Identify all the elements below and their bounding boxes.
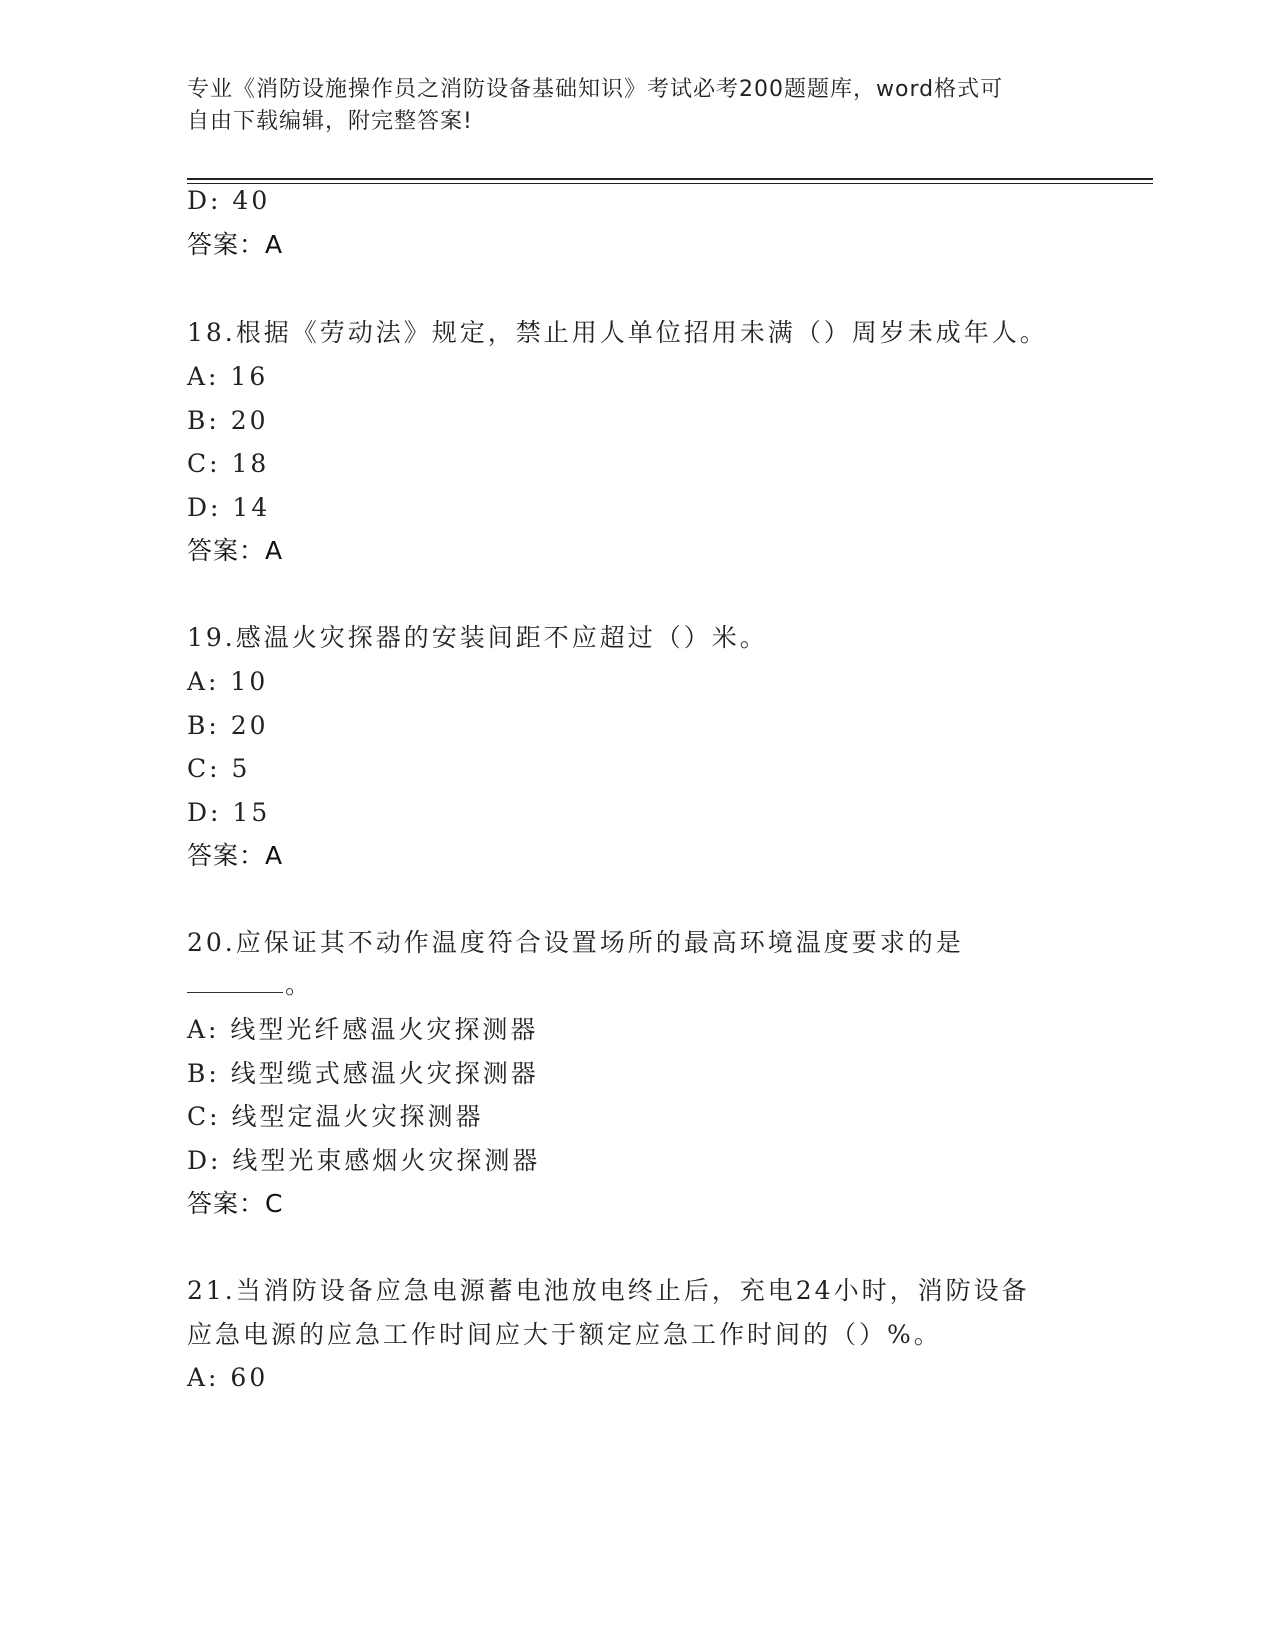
header-divider [187, 178, 1153, 180]
question-21-option-a: A: 60 [187, 1363, 269, 1392]
question-21-stem: 21.当消防设备应急电源蓄电池放电终止后，充电24小时，消防设备 [187, 1276, 1030, 1305]
question-20-stem: 20.应保证其不动作温度符合设置场所的最高环境温度要求的是 [187, 928, 964, 957]
question-18-option-c: C: 18 [187, 449, 270, 478]
question-18-answer: 答案：A [187, 536, 284, 565]
fill-in-blank [187, 992, 283, 993]
question-20-answer: 答案：C [187, 1189, 284, 1218]
header-title-line-2: 自由下载编辑，附完整答案! [187, 109, 473, 134]
option-d: D: 40 [187, 186, 271, 215]
question-18-option-d: D: 14 [187, 493, 271, 522]
question-19-option-c: C: 5 [187, 754, 251, 783]
question-19-answer: 答案：A [187, 841, 284, 870]
question-20-option-c: C: 线型定温火灾探测器 [187, 1102, 484, 1131]
question-20-stem-continued [187, 970, 313, 1000]
question-19-option-d: D: 15 [187, 798, 271, 827]
answer-label: 答案：A [187, 230, 284, 259]
question-18-option-a: A: 16 [187, 362, 269, 391]
question-21-stem-continued: 应急电源的应急工作时间应大于额定应急工作时间的（）%。 [187, 1320, 942, 1349]
question-19-option-b: B: 20 [187, 711, 269, 740]
question-20-stem-end: 。 [285, 970, 314, 999]
question-19-option-a: A: 10 [187, 667, 269, 696]
header-title-line-1: 专业《消防设施操作员之消防设备基础知识》考试必考200题题库，word格式可 [187, 77, 1004, 102]
question-18-option-b: B: 20 [187, 406, 269, 435]
question-20-option-d: D: 线型光束感烟火灾探测器 [187, 1146, 541, 1175]
question-20-option-a: A: 线型光纤感温火灾探测器 [187, 1015, 539, 1044]
question-19-stem: 19.感温火灾探器的安装间距不应超过（）米。 [187, 623, 768, 652]
question-20-option-b: B: 线型缆式感温火灾探测器 [187, 1059, 539, 1088]
question-18-stem: 18.根据《劳动法》规定，禁止用人单位招用未满（）周岁未成年人。 [187, 318, 1048, 347]
document-header [187, 74, 1067, 138]
header-divider-thin [187, 183, 1153, 184]
